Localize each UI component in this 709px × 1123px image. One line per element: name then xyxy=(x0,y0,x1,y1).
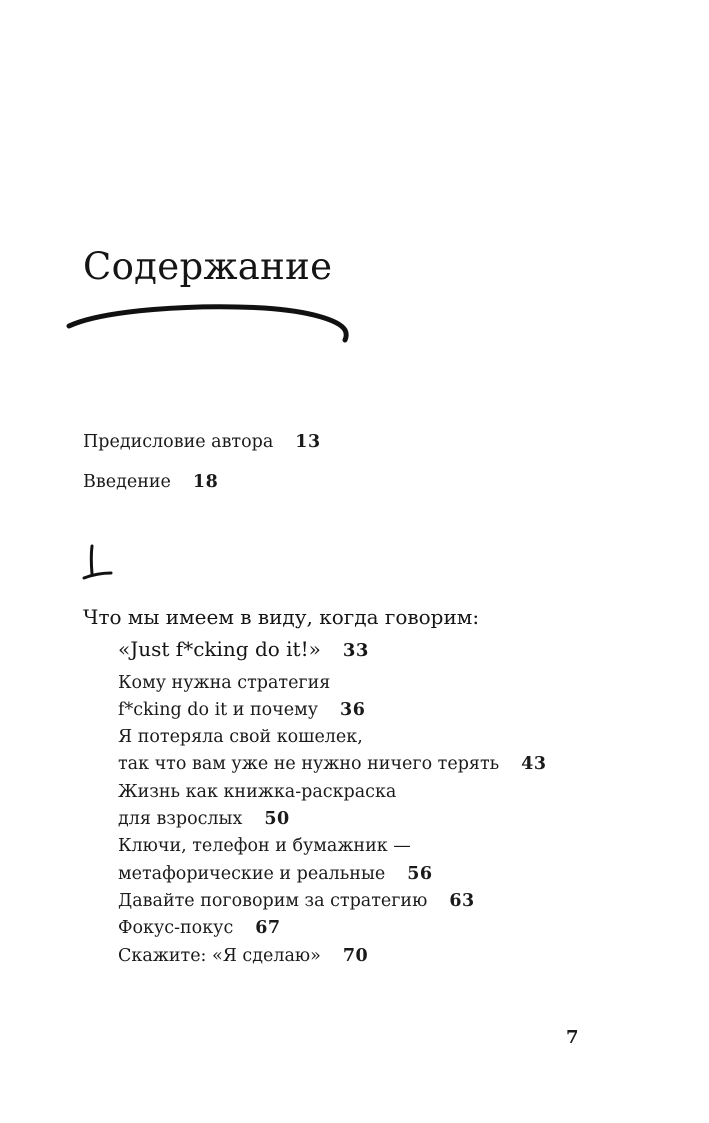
chapter-title-line-1[interactable]: Что мы имеем в виду, когда говорим: xyxy=(83,605,480,629)
toc-entry-label: Введение xyxy=(83,472,171,492)
section-5[interactable] xyxy=(118,916,281,940)
toc-entry-introduction[interactable] xyxy=(83,470,218,494)
section-page-number: 56 xyxy=(407,864,433,884)
section-2-line-1[interactable]: Жизнь как книжка-раскраска xyxy=(118,782,397,802)
section-6[interactable] xyxy=(118,944,368,968)
section-label: для взрослых xyxy=(118,809,243,829)
toc-entry-page-number: 18 xyxy=(192,472,219,492)
section-3-line-2[interactable] xyxy=(118,862,433,886)
chapter-title-text: «Just f*cking do it!» xyxy=(118,637,321,661)
toc-entry-page-number: 13 xyxy=(295,432,321,452)
chapter-title-line-2[interactable] xyxy=(118,635,369,665)
section-0-line-2[interactable] xyxy=(118,698,365,722)
section-1-line-1[interactable]: Я потеряла свой кошелек, xyxy=(118,727,363,747)
page-number-folio: 7 xyxy=(566,1027,579,1048)
section-label: так что вам уже не нужно ничего терять xyxy=(118,754,500,774)
title-underline-brush-stroke xyxy=(64,296,354,346)
section-page-number: 67 xyxy=(255,918,281,938)
section-page-number: 70 xyxy=(342,946,369,966)
section-0-line-1[interactable]: Кому нужна стратегия xyxy=(118,673,331,693)
section-page-number: 36 xyxy=(340,700,366,720)
section-label: Скажите: «Я сделаю» xyxy=(118,946,321,966)
section-4[interactable] xyxy=(118,889,475,913)
part-numeral-one-glyph xyxy=(80,540,120,584)
section-page-number: 43 xyxy=(521,754,547,774)
section-page-number: 50 xyxy=(264,809,290,829)
toc-entry-preface[interactable] xyxy=(83,430,321,454)
section-label: f*cking do it и почему xyxy=(118,700,319,720)
section-3-line-1[interactable]: Ключи, телефон и бумажник — xyxy=(118,836,411,856)
section-label: метафорические и реальные xyxy=(118,864,386,884)
section-label: Давайте поговорим за стратегию xyxy=(118,891,428,911)
page-title: Содержание xyxy=(83,245,333,288)
section-1-line-2[interactable] xyxy=(118,752,547,776)
section-2-line-2[interactable] xyxy=(118,807,290,831)
toc-entry-label: Предисловие автора xyxy=(83,432,274,452)
section-page-number: 63 xyxy=(449,891,475,911)
section-label: Фокус-покус xyxy=(118,918,234,938)
chapter-page-number: 33 xyxy=(342,640,369,661)
